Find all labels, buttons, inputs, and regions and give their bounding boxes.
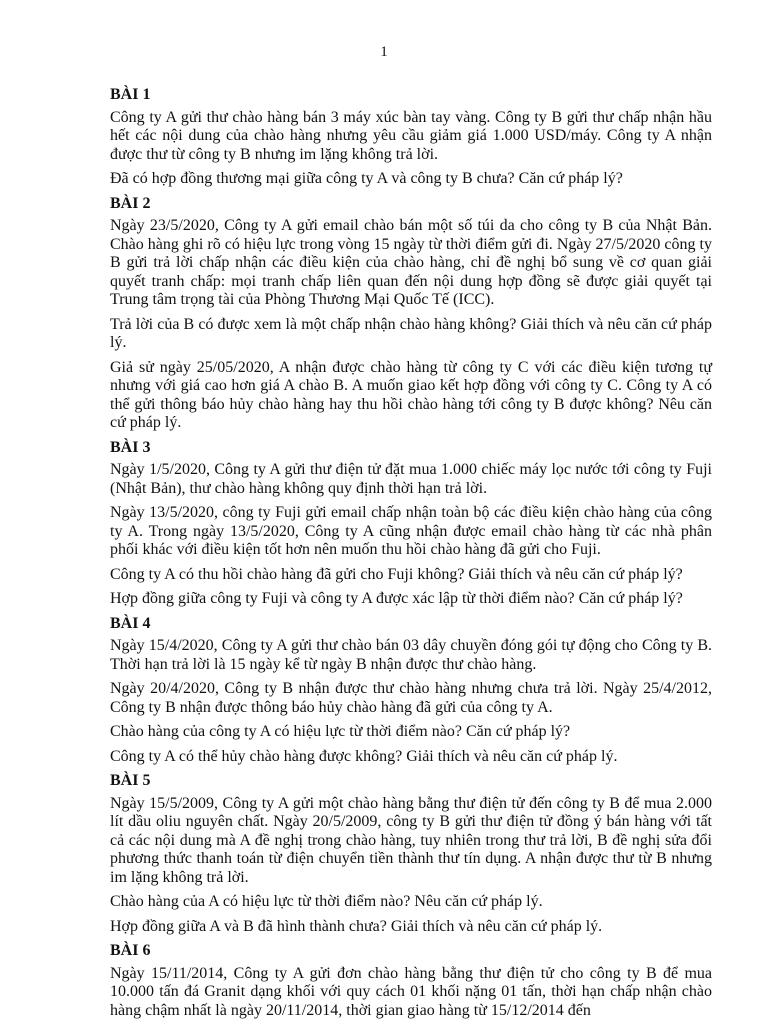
- section-title: BÀI 2: [110, 194, 151, 212]
- question-paragraph: Giả sử ngày 25/05/2020, A nhận được chào hàng từ công ty C với các điều kiện tương tự nhưng với giá cao hơn giá A chào B. A muốn giao kết hợp đồng với công ty C. Công ty A có thể gửi thông báo hủy chào hàng hay thu hồi chào hàng tới công ty B được không? Nêu căn cứ pháp lý.: [110, 358, 712, 431]
- paragraph: Ngày 15/5/2009, Công ty A gửi một chào hàng bằng thư điện tử đến công ty B để mua 2.000 lít dầu oliu nguyên chất. Ngày 20/5/2009, công ty B gửi thư điện tử đồng ý bán hàng với tất cả các nội dung mà A đề nghị trong chào hàng, tuy nhiên trong thư trả lời, B đề nghị sửa đổi phương thức thanh toán từ điện chuyển tiền thành thư tín dụng. A nhận được thư từ B nhưng im lặng không trả lời.: [110, 794, 712, 886]
- section-title: BÀI 1: [110, 86, 151, 103]
- paragraph: Ngày 20/4/2020, Công ty B nhận được thư chào hàng nhưng chưa trả lời. Ngày 25/4/2012, Công ty B nhận được thông báo hủy chào hàng đã gửi của công ty A.: [110, 680, 712, 716]
- question-paragraph: Công ty A có thể hủy chào hàng được không? Giải thích và nêu căn cứ pháp lý.: [110, 747, 618, 765]
- paragraph: Ngày 13/5/2020, công ty Fuji gửi email chấp nhận toàn bộ các điều kiện chào hàng của công ty A. Trong ngày 13/5/2020, Công ty A cũng nhận được email chào hàng từ các nhà phân phối khác với điều kiện tốt hơn nên muốn thu hồi chào hàng đã gửi cho Fuji.: [110, 504, 712, 558]
- section-bai-1: [110, 86, 712, 189]
- section-bai-3: [110, 439, 712, 609]
- paragraph: Ngày 1/5/2020, Công ty A gửi thư điện tử đặt mua 1.000 chiếc máy lọc nước tới công ty Fuji (Nhật Bản), thư chào hàng không quy định thời hạn trả lời.: [110, 461, 712, 497]
- paragraph: Công ty A gửi thư chào hàng bán 3 máy xúc bàn tay vàng. Công ty B gửi thư chấp nhận hầu hết các nội dung của chào hàng nhưng yêu cầu giảm giá 1.000 USD/máy. Công ty A nhận được thư từ công ty B nhưng im lặng không trả lời.: [110, 108, 712, 163]
- question-paragraph: Hợp đồng giữa công ty Fuji và công ty A được xác lập từ thời điểm nào? Căn cứ pháp lý?: [110, 590, 683, 607]
- section-title: BÀI 4: [110, 614, 151, 632]
- section-bai-4: [110, 615, 712, 767]
- question-paragraph: Hợp đồng giữa A và B đã hình thành chưa? Giải thích và nêu căn cứ pháp lý.: [110, 917, 603, 935]
- section-bai-6: [110, 942, 712, 1020]
- section-title: BÀI 5: [110, 772, 151, 789]
- page-number: 1: [380, 44, 388, 60]
- question-paragraph: Chào hàng của công ty A có hiệu lực từ thời điểm nào? Căn cứ pháp lý?: [110, 723, 571, 740]
- section-bai-2: [110, 195, 712, 433]
- section-title: BÀI 6: [110, 942, 151, 959]
- paragraph: Ngày 23/5/2020, Công ty A gửi email chào bán một số túi da cho công ty B của Nhật Bản. Chào hàng ghi rõ có hiệu lực trong vòng 15 ngày từ thời điểm gửi đi. Ngày 27/5/2020 công ty B gửi trả lời chấp nhận các điều kiện của chào hàng, chỉ đề nghị bổ sung về cơ quan giải quyết tranh chấp: mọi tranh chấp liên quan đến nội dung hợp đồng sẽ được giải quyết tại Trung tâm trọng tài của Phòng Thương Mại Quốc Tế (ICC).: [110, 217, 712, 308]
- paragraph: Ngày 15/4/2020, Công ty A gửi thư chào bán 03 dây chuyền đóng gói tự động cho Công ty B. Thời hạn trả lời là 15 ngày kể từ ngày B nhận được thư chào hàng.: [110, 637, 712, 673]
- document-body: [110, 86, 712, 1020]
- question-paragraph: Chào hàng của A có hiệu lực từ thời điểm nào? Nêu căn cứ pháp lý.: [110, 893, 543, 910]
- question-paragraph: Đã có hợp đồng thương mại giữa công ty A và công ty B chưa? Căn cứ pháp lý?: [110, 170, 623, 187]
- paragraph: Ngày 15/11/2014, Công ty A gửi đơn chào hàng bằng thư điện tử cho công ty B để mua 10.000 tấn đá Granit dạng khối với quy cách 01 khối nặng 01 tấn, thời hạn chấp nhận chào hàng chậm nhất là ngày 20/11/2014, thời gian giao hàng từ 15/12/2014 đến: [110, 964, 712, 1019]
- question-paragraph: Trả lời của B có được xem là một chấp nhận chào hàng không? Giải thích và nêu căn cứ pháp lý.: [110, 315, 712, 351]
- question-paragraph: Công ty A có thu hồi chào hàng đã gửi cho Fuji không? Giải thích và nêu căn cứ pháp lý?: [110, 565, 683, 583]
- section-title: BÀI 3: [110, 438, 151, 456]
- section-bai-5: [110, 772, 712, 936]
